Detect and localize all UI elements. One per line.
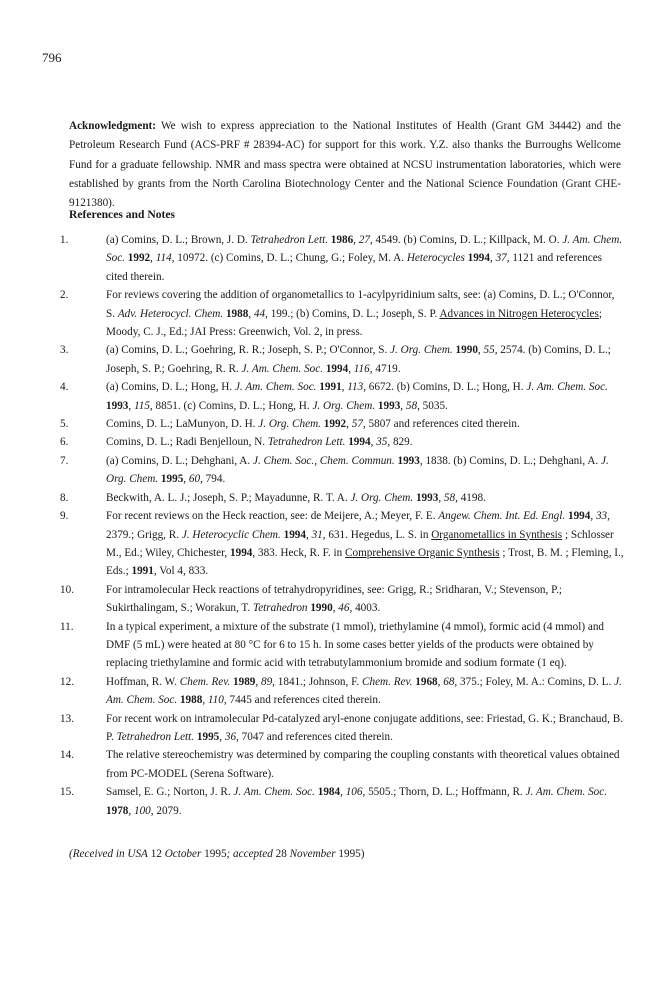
reference-text: For recent work on intramolecular Pd-catalyzed aryl-enone conjugate additions, see: Friestad, G. K.; Branchaud, B. P. Tetrahedron Lett. 1995, 36, 7047 and references cited therein. [106,712,623,743]
reference-number: 5. [60,418,69,431]
acknowledgment-label: Acknowledgment: [69,120,157,133]
page-number: 796 [42,50,62,65]
reference-text: Comins, D. L.; LaMunyon, D. H. J. Org. Chem. 1992, 57, 5807 and references cited therein. [106,418,520,431]
reference-text: (a) Comins, D. L.; Dehghani, A. J. Chem. Soc., Chem. Commun. 1993, 1838. (b) Comins, D. L.; Dehghani, A. J. Org. Chem. 1995, 60, 794. [106,454,609,486]
reference-item [60,231,625,286]
reference-number: 14. [60,749,74,762]
reference-item [60,673,625,710]
reference-item [60,415,625,433]
reference-item [60,507,625,581]
reference-text: For intramolecular Heck reactions of tetrahydropyridines, see: Grigg, R.; Sridharan, V.; Stevenson, P.; Sukirthalingam, S.; Worakun, T. Tetrahedron 1990, 46, 4003. [106,583,563,615]
reference-item [60,286,625,341]
reference-text: In a typical experiment, a mixture of the substrate (1 mmol), triethylamine (4 mmol), formic acid (4 mmol) and DMF (5 mL) were heated at 80 °C for 6 to 15 h. In some cases better yields of the products were obtained by replacing triethylamine and formic acid with tetrabutylammonium bromide and sodium formate (1 eq). [106,620,605,670]
reference-number: 7. [60,454,69,467]
reference-number: 10. [60,583,74,596]
reference-item [60,746,625,783]
reference-item [60,710,625,747]
reference-number: 8. [60,491,69,504]
reference-item [60,452,625,489]
reference-number: 9. [60,510,69,523]
reference-text: (a) Comins, D. L.; Goehring, R. R.; Joseph, S. P.; O'Connor, S. J. Org. Chem. 1990, 55, 2574. (b) Comins, D. L.; Joseph, S. P.; Goehring, R. R. J. Am. Chem. Soc. 1994, 116, 4719. [106,344,611,375]
reference-text: For reviews covering the addition of organometallics to 1-acylpyridinium salts, see: (a) Comins, D. L.; O'Connor, S. Adv. Heterocycl. Chem. 1988, 44, 199.; (b) Comins, D. L.; Joseph, S. P. Advances in Nitrogen Heterocycles; Moody, C. J., Ed.; JAI Press: Greenwich, Vol. 2, in press. [106,289,615,339]
reference-number: 2. [60,289,69,302]
reference-text: (a) Comins, D. L.; Hong, H. J. Am. Chem. Soc. 1991, 113, 6672. (b) Comins, D. L.; Hong, H. J. Am. Chem. Soc. 1993, 115, 8851. (c) Comins, D. L.; Hong, H. J. Org. Chem. 1993, 58, 5035. [106,381,608,412]
reference-number: 4. [60,381,69,394]
reference-item [60,378,625,415]
reference-text: Comins, D. L.; Radi Benjelloun, N. Tetrahedron Lett. 1994, 35, 829. [106,436,413,449]
reference-item [60,433,625,451]
reference-number: 3. [60,344,69,357]
reference-text: Samsel, E. G.; Norton, J. R. J. Am. Chem. Soc. 1984, 106, 5505.; Thorn, D. L.; Hoffmann, R. J. Am. Chem. Soc. 1978, 100, 2079. [106,786,608,817]
reference-text: Beckwith, A. L. J.; Joseph, S. P.; Mayadunne, R. T. A. J. Org. Chem. 1993, 58, 4198. [106,491,486,504]
reference-item [60,783,625,820]
reference-text: Hoffman, R. W. Chem. Rev. 1989, 89, 1841.; Johnson, F. Chem. Rev. 1968, 68, 375.; Foley, M. A.: Comins, D. L. J. Am. Chem. Soc. 1988, 110, 7445 and references cited therein. [106,675,622,707]
acknowledgment-text: We wish to express appreciation to the National Institutes of Health (Grant GM 34442) and the Petroleum Research Fund (ACS-PRF # 28394-AC) for support for this work. Y.Z. also thanks the Burroughs Wellcome Fund for a graduate fellowship. NMR and mass spectra were obtained at NCSU instrumentation laboratories, which were established by grants from the North Carolina Biotechnology Center and the National Science Foundation (Grant CHE-9121380). [69,120,621,210]
reference-number: 12. [60,675,74,688]
received-dates: (Received in USA 12 October 1995; accepted 28 November 1995) [69,848,365,860]
reference-text: For recent reviews on the Heck reaction, see: de Meijere, A.; Meyer, F. E. Angew. Chem. Int. Ed. Engl. 1994, 33, 2379.; Grigg, R. J. Heterocyclic Chem. 1994, 31, 631. Hegedus, L. S. in Organometallics in Synthesis ; Schlosser M., Ed.; Wiley, Chichester, 1994, 383. Heck, R. F. in Comprehensive Organic Synthesis ; Trost, B. M. ; Fleming, I., Eds.; 1991, Vol 4, 833. [106,510,624,578]
reference-text: The relative stereochemistry was determined by comparing the coupling constants with theoretical values obtained from PC-MODEL (Serena Software). [106,749,620,780]
reference-item [60,341,625,378]
reference-number: 6. [60,436,69,449]
references-heading: References and Notes [69,208,176,221]
reference-item [60,618,625,673]
reference-number: 11. [60,620,74,633]
reference-number: 1. [60,234,69,246]
reference-item [60,581,625,618]
acknowledgment-paragraph [69,117,621,213]
reference-item [60,489,625,507]
reference-number: 15. [60,786,74,799]
references-list [60,231,625,820]
reference-text: (a) Comins, D. L.; Brown, J. D. Tetrahedron Lett. 1986, 27, 4549. (b) Comins, D. L.; Killpack, M. O. J. Am. Chem. Soc. 1992, 114, 10972. (c) Comins, D. L.; Chung, G.; Foley, M. A. Heterocycles 1994, 37, 1121 and references cited therein. [106,234,623,283]
reference-number: 13. [60,712,74,725]
